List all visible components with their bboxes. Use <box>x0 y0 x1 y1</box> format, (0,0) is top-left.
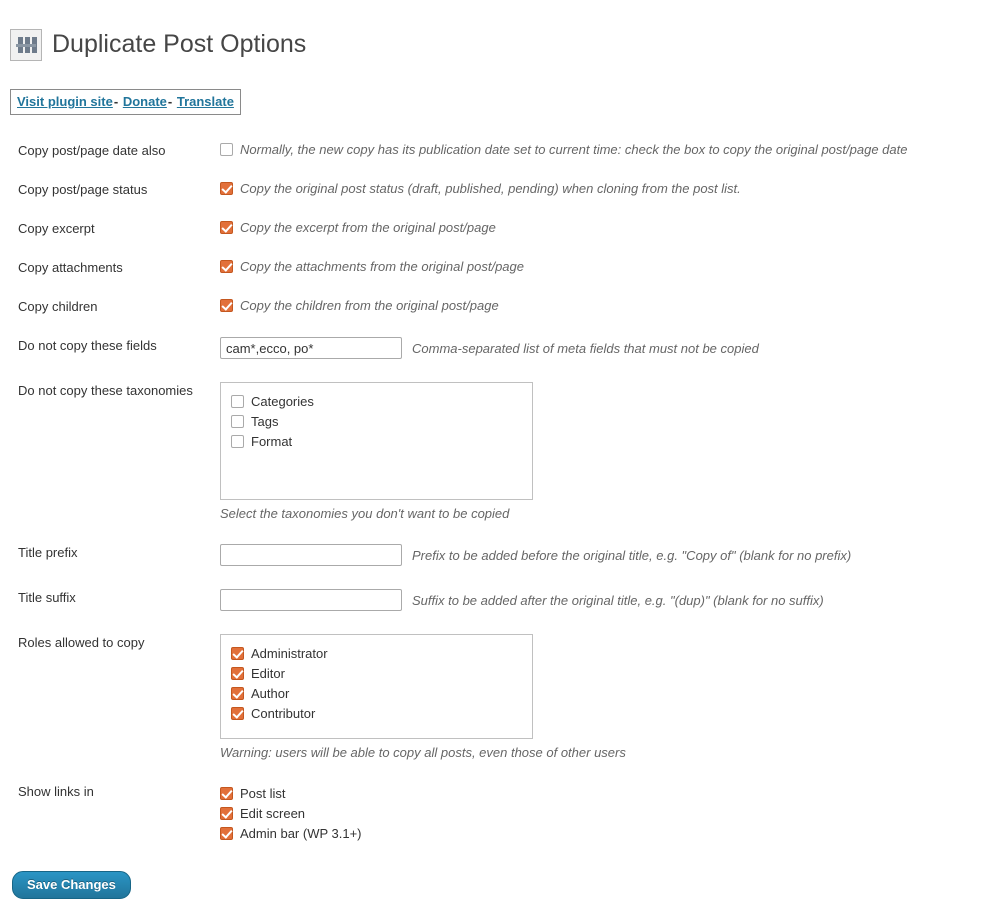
checkbox-copy-date[interactable] <box>220 143 233 156</box>
label-show-links: Show links in <box>18 784 94 799</box>
label-copy-excerpt: Copy excerpt <box>18 221 95 236</box>
row-roles <box>0 621 996 770</box>
checkbox-role-contributor[interactable] <box>231 707 244 720</box>
label-roles: Roles allowed to copy <box>18 635 145 650</box>
list-item[interactable] <box>231 391 524 411</box>
list-item[interactable] <box>231 683 524 703</box>
row-copy-excerpt <box>0 207 996 246</box>
list-item[interactable] <box>231 411 524 431</box>
role-label: Editor <box>251 665 285 681</box>
link-separator-1: - <box>113 94 119 109</box>
note-roles: Warning: users will be able to copy all posts, even those of other users <box>220 745 626 760</box>
list-item[interactable] <box>231 643 524 663</box>
note-skip-taxonomies: Select the taxonomies you don't want to be copied <box>220 506 510 521</box>
checkbox-taxonomy-tags[interactable] <box>231 415 244 428</box>
label-copy-status: Copy post/page status <box>18 182 148 197</box>
duplicate-post-icon <box>10 29 42 61</box>
link-separator-2: - <box>167 94 173 109</box>
show-link-label: Edit screen <box>240 805 306 821</box>
role-label: Administrator <box>251 645 328 661</box>
desc-copy-excerpt: Copy the excerpt from the original post/page <box>240 220 496 235</box>
skip-fields-input[interactable] <box>220 337 402 359</box>
checkbox-taxonomy-format[interactable] <box>231 435 244 448</box>
label-title-prefix: Title prefix <box>18 545 78 560</box>
translate-link[interactable]: Translate <box>176 94 234 109</box>
title-prefix-input[interactable] <box>220 544 402 566</box>
desc-title-suffix: Suffix to be added after the original title, e.g. "(dup)" (blank for no suffix) <box>412 592 824 608</box>
row-copy-children <box>0 285 996 324</box>
checkbox-show-edit-screen[interactable] <box>220 807 233 820</box>
show-link-label: Admin bar (WP 3.1+) <box>240 825 362 841</box>
list-item[interactable] <box>220 803 986 823</box>
checkbox-role-editor[interactable] <box>231 667 244 680</box>
taxonomy-label: Tags <box>251 413 279 429</box>
title-suffix-input[interactable] <box>220 589 402 611</box>
checkbox-show-post-list[interactable] <box>220 787 233 800</box>
visit-plugin-site-link[interactable]: Visit plugin site <box>17 94 113 109</box>
checkbox-role-administrator[interactable] <box>231 647 244 660</box>
checkbox-role-author[interactable] <box>231 687 244 700</box>
label-copy-children: Copy children <box>18 299 98 314</box>
show-link-label: Post list <box>240 785 286 801</box>
list-item[interactable] <box>220 783 986 803</box>
page-title: Duplicate Post Options <box>52 29 307 58</box>
row-skip-fields <box>0 324 996 369</box>
plugin-links <box>10 89 241 115</box>
checkbox-taxonomy-categories[interactable] <box>231 395 244 408</box>
page-header <box>0 10 996 75</box>
role-label: Author <box>251 685 290 701</box>
desc-copy-date: Normally, the new copy has its publication date set to current time: check the box to copy the original post/page date <box>240 142 908 157</box>
list-item[interactable] <box>231 663 524 683</box>
label-title-suffix: Title suffix <box>18 590 76 605</box>
desc-skip-fields: Comma-separated list of meta fields that must not be copied <box>412 340 759 356</box>
desc-copy-attachments: Copy the attachments from the original post/page <box>240 259 524 274</box>
row-skip-taxonomies <box>0 369 996 531</box>
label-skip-taxonomies: Do not copy these taxonomies <box>18 383 193 398</box>
row-copy-status <box>0 168 996 207</box>
row-title-suffix <box>0 576 996 621</box>
row-copy-attachments <box>0 246 996 285</box>
list-item[interactable] <box>231 431 524 451</box>
desc-copy-status: Copy the original post status (draft, published, pending) when cloning from the post list. <box>240 181 741 196</box>
submit-area <box>0 853 996 899</box>
options-form-table <box>0 129 996 853</box>
list-item[interactable] <box>231 703 524 723</box>
label-skip-fields: Do not copy these fields <box>18 338 157 353</box>
row-show-links <box>0 770 996 853</box>
donate-link[interactable]: Donate <box>122 94 167 109</box>
role-label: Contributor <box>251 705 316 721</box>
desc-copy-children: Copy the children from the original post/page <box>240 298 499 313</box>
checkbox-copy-status[interactable] <box>220 182 233 195</box>
row-title-prefix <box>0 531 996 576</box>
checkbox-copy-attachments[interactable] <box>220 260 233 273</box>
checkbox-copy-children[interactable] <box>220 299 233 312</box>
label-copy-date: Copy post/page date also <box>18 143 166 158</box>
taxonomy-label: Format <box>251 433 293 449</box>
checkbox-show-admin-bar[interactable] <box>220 827 233 840</box>
taxonomy-label: Categories <box>251 393 314 409</box>
label-copy-attachments: Copy attachments <box>18 260 123 275</box>
checkbox-copy-excerpt[interactable] <box>220 221 233 234</box>
row-copy-date <box>0 129 996 168</box>
taxonomies-list[interactable] <box>220 382 533 500</box>
desc-title-prefix: Prefix to be added before the original title, e.g. "Copy of" (blank for no prefix) <box>412 547 852 563</box>
save-changes-button[interactable]: Save Changes <box>12 871 131 899</box>
roles-list[interactable] <box>220 634 533 739</box>
list-item[interactable] <box>220 823 986 843</box>
